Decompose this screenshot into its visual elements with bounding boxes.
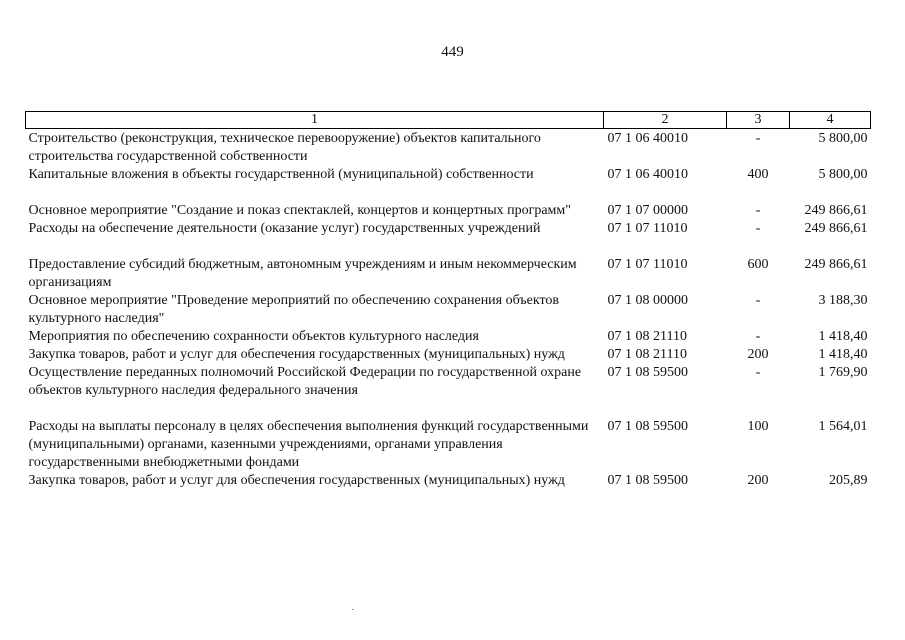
row-type: 200 [747, 473, 769, 488]
row-name: Расходы на выплаты персоналу в целях обеспечения выполнения функций государственными (муниципальными) органами, казенными учреждениями, органами управления государственными внебюджетными фондами [28, 419, 589, 470]
row-code: 07 1 08 00000 [607, 293, 688, 308]
row-code: 07 1 08 21110 [607, 329, 687, 344]
row-code: 07 1 07 11010 [607, 257, 688, 272]
table-row [26, 256, 871, 292]
budget-table [25, 111, 871, 490]
row-type: - [755, 131, 761, 146]
header-row [26, 112, 871, 129]
row-type: 200 [747, 347, 769, 362]
row-amount: 1 418,40 [818, 347, 868, 362]
table-header [26, 112, 871, 129]
table-row [26, 328, 871, 346]
row-name: Основное мероприятие "Создание и показ спектаклей, концертов и концертных программ" [28, 203, 571, 218]
page-number: 449 [441, 44, 464, 60]
row-type: - [755, 203, 761, 218]
table-row [26, 472, 871, 490]
row-type: - [755, 365, 761, 380]
row-code: 07 1 08 59500 [607, 419, 688, 434]
row-amount: 249 866,61 [804, 221, 868, 236]
row-name: Мероприятия по обеспечению сохранности объектов культурного наследия [28, 329, 479, 344]
row-type: 600 [747, 257, 769, 272]
table-row [26, 166, 871, 202]
row-amount: 3 188,30 [818, 293, 868, 308]
row-code: 07 1 08 59500 [607, 365, 688, 380]
row-name: Основное мероприятие "Проведение мероприятий по обеспечению сохранения объектов культурного наследия" [28, 293, 560, 326]
header-col-1: 1 [26, 112, 604, 129]
row-name: Строительство (реконструкция, техническое перевооружение) объектов капитального строительства государственной собственности [28, 131, 541, 164]
row-type: - [755, 293, 761, 308]
row-type: - [755, 329, 761, 344]
header-col-4: 4 [790, 112, 871, 129]
row-code: 07 1 07 00000 [607, 203, 688, 218]
row-name: Расходы на обеспечение деятельности (оказание услуг) государственных учреждений [28, 221, 541, 236]
row-type: - [755, 221, 761, 236]
row-amount: 1 769,90 [818, 365, 868, 380]
table-row [26, 202, 871, 220]
row-amount: 5 800,00 [818, 131, 868, 146]
scan-speck [352, 609, 354, 610]
table-row [26, 364, 871, 418]
table-row [26, 346, 871, 364]
header-col-2: 2 [604, 112, 727, 129]
row-name: Закупка товаров, работ и услуг для обеспечения государственных (муниципальных) нужд [28, 347, 565, 362]
row-code: 07 1 06 40010 [607, 131, 688, 146]
row-name: Закупка товаров, работ и услуг для обеспечения государственных (муниципальных) нужд [28, 473, 565, 488]
row-amount: 249 866,61 [804, 203, 868, 218]
row-amount: 5 800,00 [818, 167, 868, 182]
row-name: Предоставление субсидий бюджетным, автономным учреждениям и иным некоммерческим организациям [28, 257, 577, 290]
row-name: Осуществление переданных полномочий Российской Федерации по государственной охране объектов культурного наследия федерального значения [28, 365, 582, 398]
row-type: 400 [747, 167, 769, 182]
row-code: 07 1 08 21110 [607, 347, 687, 362]
table-row [26, 129, 871, 167]
row-code: 07 1 06 40010 [607, 167, 688, 182]
row-amount: 205,89 [829, 473, 868, 488]
row-type: 100 [747, 419, 769, 434]
row-code: 07 1 08 59500 [607, 473, 688, 488]
header-col-3: 3 [727, 112, 790, 129]
table-row [26, 418, 871, 472]
row-amount: 1 418,40 [818, 329, 868, 344]
row-amount: 249 866,61 [804, 257, 868, 272]
table-row [26, 220, 871, 256]
row-amount: 1 564,01 [818, 419, 868, 434]
table-body [26, 129, 871, 491]
table-row [26, 292, 871, 328]
row-name: Капитальные вложения в объекты государственной (муниципальной) собственности [28, 167, 534, 182]
row-code: 07 1 07 11010 [607, 221, 688, 236]
